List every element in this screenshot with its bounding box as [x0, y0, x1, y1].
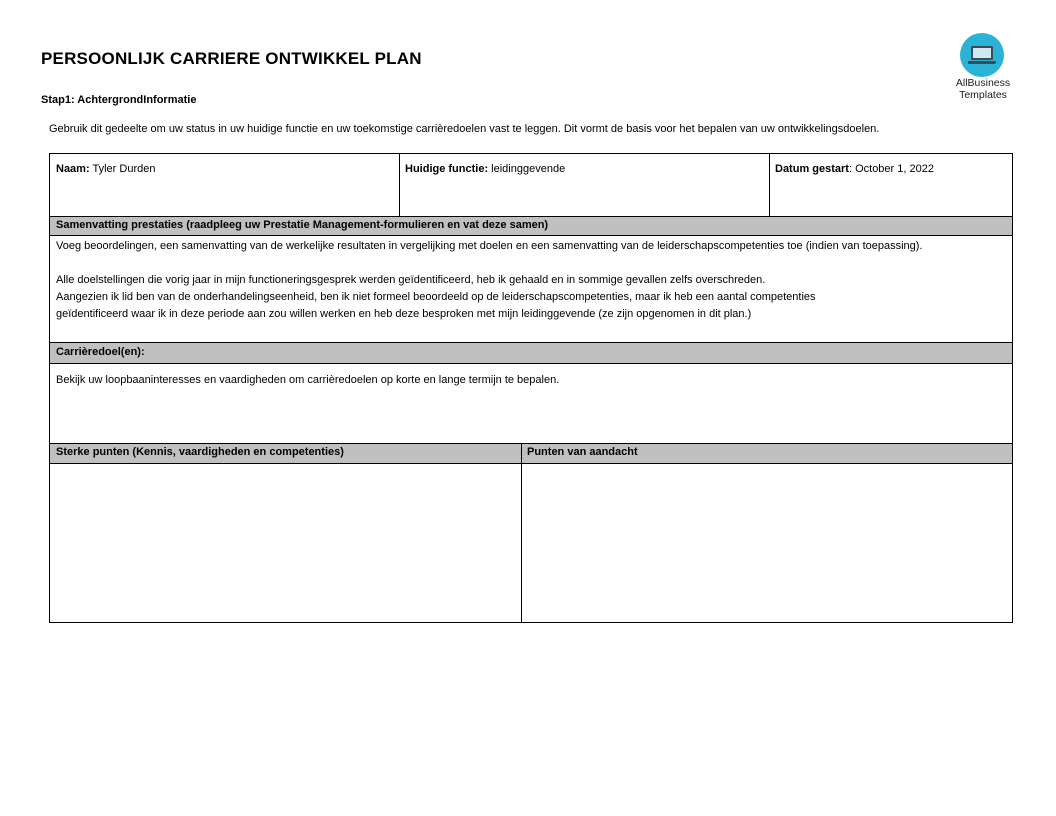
company-logo [948, 33, 1018, 105]
logo-circle [960, 33, 1004, 77]
attention-input-area[interactable] [522, 465, 1012, 622]
date-value: : October 1, 2022 [848, 163, 934, 175]
career-goal-header: Carrièredoel(en): [50, 342, 1012, 364]
performance-header: Samenvatting prestaties (raadpleeg uw Prestatie Management-formulieren en vat deze samen) [50, 216, 1012, 236]
logo-line-1: AllBusiness [955, 77, 1011, 89]
name-field[interactable] [56, 163, 155, 175]
strengths-header: Sterke punten (Kennis, vaardigheden en competenties) [56, 446, 344, 458]
attention-header: Punten van aandacht [527, 446, 638, 458]
step-heading: Stap1: AchtergrondInformatie [41, 94, 197, 106]
function-label: Huidige functie: [405, 163, 489, 175]
performance-line-4: geïdentificeerd waar ik in deze periode aan zou willen werken en heb deze besproken met mijn leidinggevende (ze zijn opgenomen in dit plan.) [56, 308, 752, 320]
divider [399, 154, 400, 216]
name-value: Tyler Durden [92, 163, 156, 175]
name-label: Naam: [56, 163, 90, 175]
laptop-icon [960, 33, 1004, 77]
page-title: PERSOONLIJK CARRIERE ONTWIKKEL PLAN [41, 49, 422, 68]
date-label: Datum gestart [775, 163, 849, 175]
career-plan-table [49, 153, 1013, 623]
strengths-input-area[interactable] [50, 465, 521, 622]
performance-text[interactable] [56, 238, 1011, 323]
function-value: leidinggevende [491, 163, 566, 175]
performance-line-1: Voeg beoordelingen, een samenvatting van de werkelijke resultaten in vergelijking met doelen en een samenvatting van de leiderschapscompetenties toe (indien van toepassing). [56, 240, 923, 252]
function-field[interactable] [405, 163, 565, 175]
date-field[interactable] [775, 163, 934, 175]
performance-line-3: Aangezien ik lid ben van de onderhandelingseenheid, ben ik niet formeel beoordeeld op de leiderschapscompetenties, maar ik heb een aantal competenties [56, 291, 816, 303]
logo-text [948, 77, 1018, 101]
career-goal-text[interactable]: Bekijk uw loopbaaninteresses en vaardigheden om carrièredoelen op korte en lange termijn te bepalen. [56, 374, 560, 386]
performance-line-2: Alle doelstellingen die vorig jaar in mijn functioneringsgesprek werden geïdentificeerd, heb ik gehaald en in sommige gevallen zelfs overschreden. [56, 274, 766, 286]
intro-text: Gebruik dit gedeelte om uw status in uw huidige functie en uw toekomstige carrièredoelen vast te leggen. Dit vormt de basis voor het bepalen van uw ontwikkelingsdoelen. [49, 123, 880, 135]
logo-line-2: Templates [959, 89, 1007, 101]
divider [769, 154, 770, 216]
